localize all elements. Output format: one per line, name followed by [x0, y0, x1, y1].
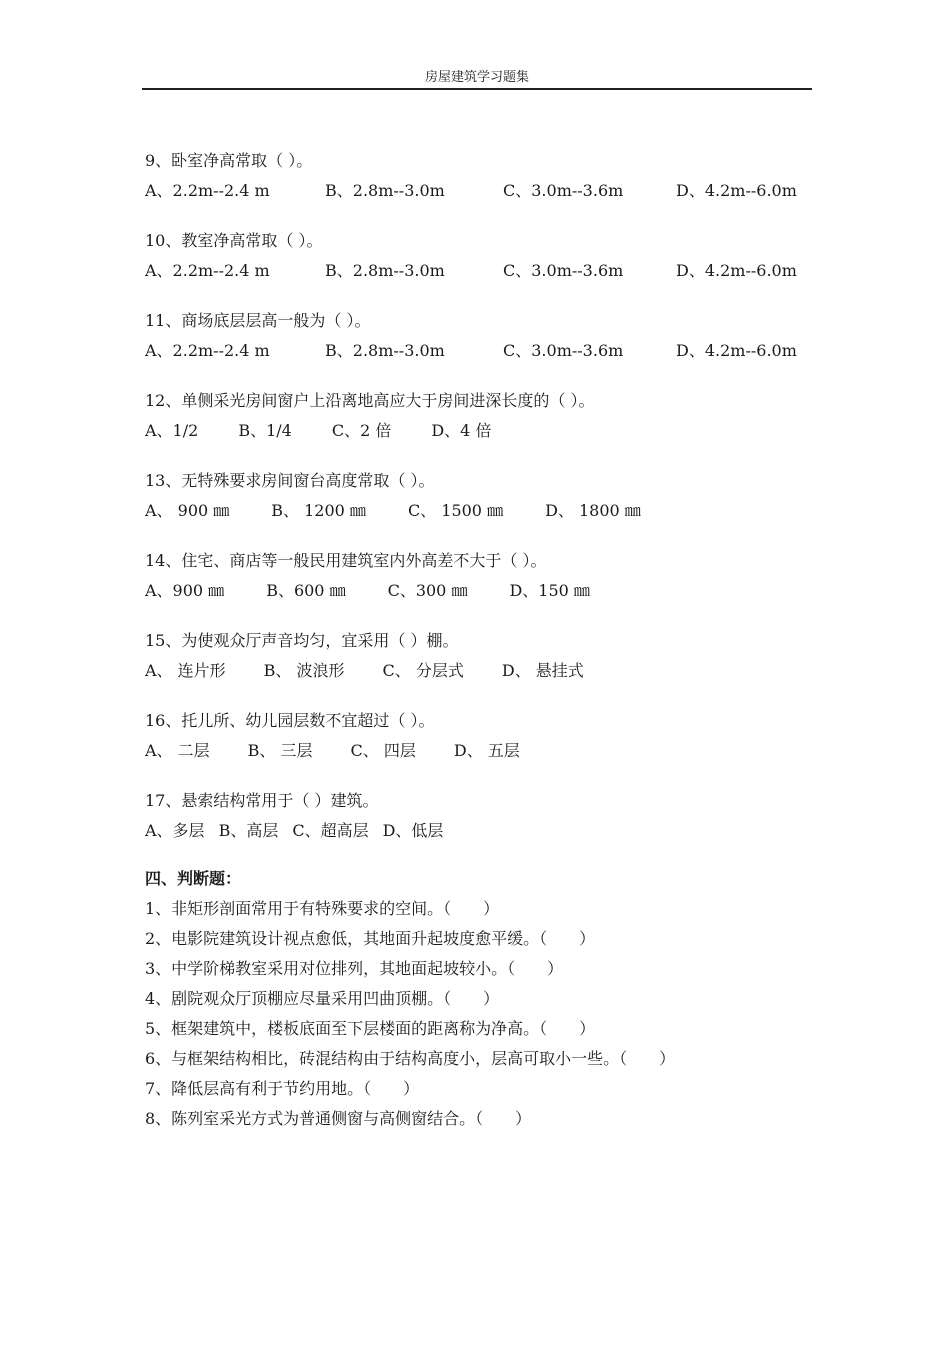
- options-row: [145, 176, 845, 206]
- true-false-item: 6、与框架结构相比，砖混结构由于结构高度小，层高可取小一些。（ ）: [145, 1049, 676, 1068]
- true-false-item: 1、非矩形剖面常用于有特殊要求的空间。（ ）: [145, 899, 500, 918]
- page-header: 房屋建筑学习题集: [424, 70, 529, 85]
- question-16: [145, 706, 845, 766]
- question-text: 12、单侧采光房间窗户上沿离地高应大于房间进深长度的（ ）。: [145, 391, 595, 410]
- question-text: 10、教室净高常取（ ）。: [145, 231, 323, 250]
- option-c: C、超高层: [292, 821, 369, 840]
- question-text: 17、悬索结构常用于（ ）建筑。: [145, 791, 379, 810]
- options-row: [145, 496, 845, 526]
- option-b: B、2.8m--3.0m: [325, 341, 445, 360]
- option-b: B、 1200 ㎜: [271, 501, 366, 520]
- option-a: A、 900 ㎜: [145, 501, 230, 520]
- question-9: [145, 146, 845, 206]
- option-c: C、300 ㎜: [387, 581, 468, 600]
- question-17: [145, 786, 845, 846]
- option-a: A、 二层: [145, 741, 210, 760]
- true-false-item: 2、电影院建筑设计视点愈低，其地面升起坡度愈平缓。（ ）: [145, 929, 596, 948]
- question-11: [145, 306, 845, 366]
- option-b: B、 三层: [247, 741, 313, 760]
- option-a: A、2.2m--2.4 m: [145, 341, 270, 360]
- option-b: B、1/4: [238, 421, 292, 440]
- question-text: 14、住宅、商店等一般民用建筑室内外高差不大于（ ）。: [145, 551, 547, 570]
- option-a: A、900 ㎜: [145, 581, 225, 600]
- true-false-item: 8、陈列室采光方式为普通侧窗与高侧窗结合。（ ）: [145, 1109, 532, 1128]
- option-b: B、高层: [218, 821, 279, 840]
- true-false-item: 5、框架建筑中，楼板底面至下层楼面的距离称为净高。（ ）: [145, 1019, 596, 1038]
- option-d: D、 五层: [453, 741, 520, 760]
- options-row: [145, 816, 845, 846]
- option-c: C、3.0m--3.6m: [503, 261, 624, 280]
- option-a: A、 连片形: [145, 661, 226, 680]
- option-d: D、4.2m--6.0m: [676, 181, 797, 200]
- question-text: 11、商场底层层高一般为（ ）。: [145, 311, 371, 330]
- options-row: [145, 336, 845, 366]
- option-c: C、 四层: [350, 741, 416, 760]
- option-a: A、2.2m--2.4 m: [145, 261, 270, 280]
- header-divider: [142, 88, 812, 90]
- option-c: C、2 倍: [331, 421, 392, 440]
- true-false-item: 7、降低层高有利于节约用地。（ ）: [145, 1079, 420, 1098]
- question-12: [145, 386, 845, 446]
- question-14: [145, 546, 845, 606]
- option-a: A、多层: [145, 821, 205, 840]
- option-d: D、4.2m--6.0m: [676, 341, 797, 360]
- question-text: 16、托儿所、幼儿园层数不宜超过（ ）。: [145, 711, 435, 730]
- option-c: C、3.0m--3.6m: [503, 341, 624, 360]
- option-d: D、4.2m--6.0m: [676, 261, 797, 280]
- option-d: D、150 ㎜: [509, 581, 590, 600]
- option-b: B、600 ㎜: [266, 581, 346, 600]
- option-d: D、 悬挂式: [501, 661, 584, 680]
- option-d: D、低层: [382, 821, 444, 840]
- options-row: [145, 416, 845, 446]
- option-c: C、3.0m--3.6m: [503, 181, 624, 200]
- question-text: 15、为使观众厅声音均匀，宜采用（ ）棚。: [145, 631, 459, 650]
- document-body: [145, 146, 845, 1134]
- options-row: [145, 576, 845, 606]
- options-row: [145, 656, 845, 686]
- question-text: 13、无特殊要求房间窗台高度常取（ ）。: [145, 471, 435, 490]
- question-text: 9、卧室净高常取（ ）。: [145, 151, 313, 170]
- option-c: C、 分层式: [382, 661, 464, 680]
- options-row: [145, 736, 845, 766]
- true-false-item: 4、剧院观众厅顶棚应尽量采用凹曲顶棚。（ ）: [145, 989, 500, 1008]
- question-10: [145, 226, 845, 286]
- option-c: C、 1500 ㎜: [407, 501, 504, 520]
- option-a: A、1/2: [145, 421, 199, 440]
- question-13: [145, 466, 845, 526]
- option-b: B、2.8m--3.0m: [325, 181, 445, 200]
- question-15: [145, 626, 845, 686]
- option-b: B、 波浪形: [263, 661, 345, 680]
- option-b: B、2.8m--3.0m: [325, 261, 445, 280]
- option-d: D、 1800 ㎜: [545, 501, 641, 520]
- options-row: [145, 256, 845, 286]
- section-title: 四、判断题：: [145, 869, 242, 888]
- option-d: D、4 倍: [431, 421, 492, 440]
- option-a: A、2.2m--2.4 m: [145, 181, 270, 200]
- true-false-item: 3、中学阶梯教室采用对位排列，其地面起坡较小。（ ）: [145, 959, 564, 978]
